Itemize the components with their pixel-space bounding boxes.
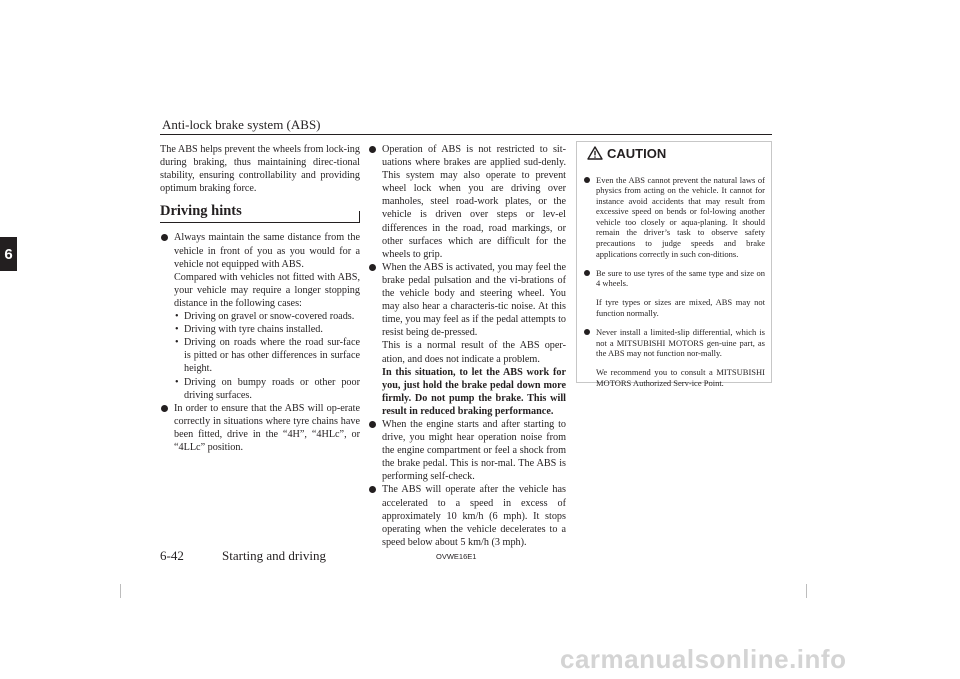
bullet-text: Never install a limited-slip differential, which is not a MITSUBISHI MOTORS gen-uine part, as the ABS may not function nor-mally. [596,327,765,359]
intro-paragraph: The ABS helps prevent the wheels from lock-ing during braking, thus maintaining direc-tional stability, ensuring controllability and providing optimum braking force. [160,144,360,195]
bullet-text: We recommend you to consult a MITSUBISHI MOTORS Authorized Serv-ice Point. [596,367,765,388]
header-rule [160,134,772,135]
list-item [583,327,765,388]
middle-column [368,143,566,549]
caution-title: CAUTION [607,145,667,161]
list-item [368,143,566,261]
caution-body [577,162,771,389]
bullet-icon [161,234,168,241]
crop-mark [806,584,807,598]
bullet-text: Compared with vehicles not fitted with ABS, your vehicle may require a longer stopping distance in the following cases: [174,271,360,309]
list-item [368,418,566,483]
bullet-text: When the engine starts and after starting to drive, you might hear operation noise from the engine compartment or feel a shock from the brake pedal. This is nor-mal. The ABS is performing self-check. [382,418,566,483]
bullet-text: This is a normal result of the ABS oper-ation, and does not indicate a problem. [382,340,566,365]
bullet-icon [369,486,376,493]
sub-list-item: • Driving on bumpy roads or other poor driving surfaces. [175,376,360,402]
bullet-text: Operation of ABS is not restricted to sit-uations where brakes are applied sud-denly. This system may also operate to prevent wheel lock when you are driving over manholes, steel road-work plates, or the vehicle is driven over steps or lev-el differences in the road, road markings, or other surfaces which are difficult for the wheels to grip. [382,144,566,260]
list-item [160,402,360,454]
section-heading: Driving hints [160,205,360,223]
left-column [160,143,360,454]
sub-list-item: • Driving on gravel or snow-covered roads. [175,310,360,323]
caution-box [576,141,772,388]
page-header-title: Anti-lock brake system (ABS) [162,117,321,132]
bullet-text: The ABS will operate after the vehicle has accelerated to a speed in excess of approximately 10 km/h (6 mph). It stops operating when the vehicle decelerates to a speed below about 5 km/h (3 mph). [382,484,566,548]
caution-header [577,142,771,162]
crop-mark [120,584,121,598]
stopping-distance-cases [174,310,360,402]
bullet-icon [161,405,168,412]
bullet-icon [584,329,590,335]
watermark: carmanualsonline.info [560,644,847,674]
sub-list-item: • Driving on roads where the road sur-face is pitted or has other differences in surface height. [175,336,360,375]
bullet-icon [584,177,590,183]
bullet-icon [369,146,376,153]
bullet-icon [584,270,590,276]
list-item [583,268,765,319]
bullet-text: If tyre types or sizes are mixed, ABS may not function normally. [596,297,765,319]
bullet-text: Even the ABS cannot prevent the natural laws of physics from acting on the vehicle. It cannot for instance avoid accidents that may result from excessive speed on bends or fol-lowing another vehicle too closely or aqua-planing. It should remain the driver’s task to observe safety precautions to judge speeds and brake applications correctly in such con-ditions. [596,174,765,259]
bullet-text: Be sure to use tyres of the same type and size on 4 wheels. [596,267,765,289]
list-item [583,175,765,260]
sub-list-item: • Driving with tyre chains installed. [175,323,360,336]
list-item [160,231,360,401]
list-item [368,261,566,418]
bullet-icon [369,421,376,428]
bullet-text: Always maintain the same distance from the vehicle in front of you as you would for a vehicle not equipped with ABS. [174,232,360,270]
bullet-text: In order to ensure that the ABS will op-erate correctly in situations where tyre chains have been fitted, drive in the “4H”, “4HLc”, or “4LLc” position. [174,402,360,453]
document-code: OVWE16E1 [436,552,477,561]
warning-triangle-icon [587,146,603,160]
page-number: 6-42 [160,548,184,563]
footer-section-title: Starting and driving [222,548,326,563]
driving-hints-list [160,231,360,454]
bold-instruction: In this situation, to let the ABS work for you, just hold the brake pedal down more firmly. Do not pump the brake. This will result in reduced braking performance. [382,366,566,417]
chapter-tab: 6 [0,237,17,271]
abs-notes-list [368,143,566,549]
list-item [368,483,566,548]
bullet-icon [369,264,376,271]
bullet-text: When the ABS is activated, you may feel the brake pedal pulsation and the vi-brations of the vehicle body and steering wheel. You may also hear a characteris-tic noise. At this time, you may feel as if the pedal attempts to resist being de-pressed. [382,261,566,339]
caution-list [583,175,765,389]
